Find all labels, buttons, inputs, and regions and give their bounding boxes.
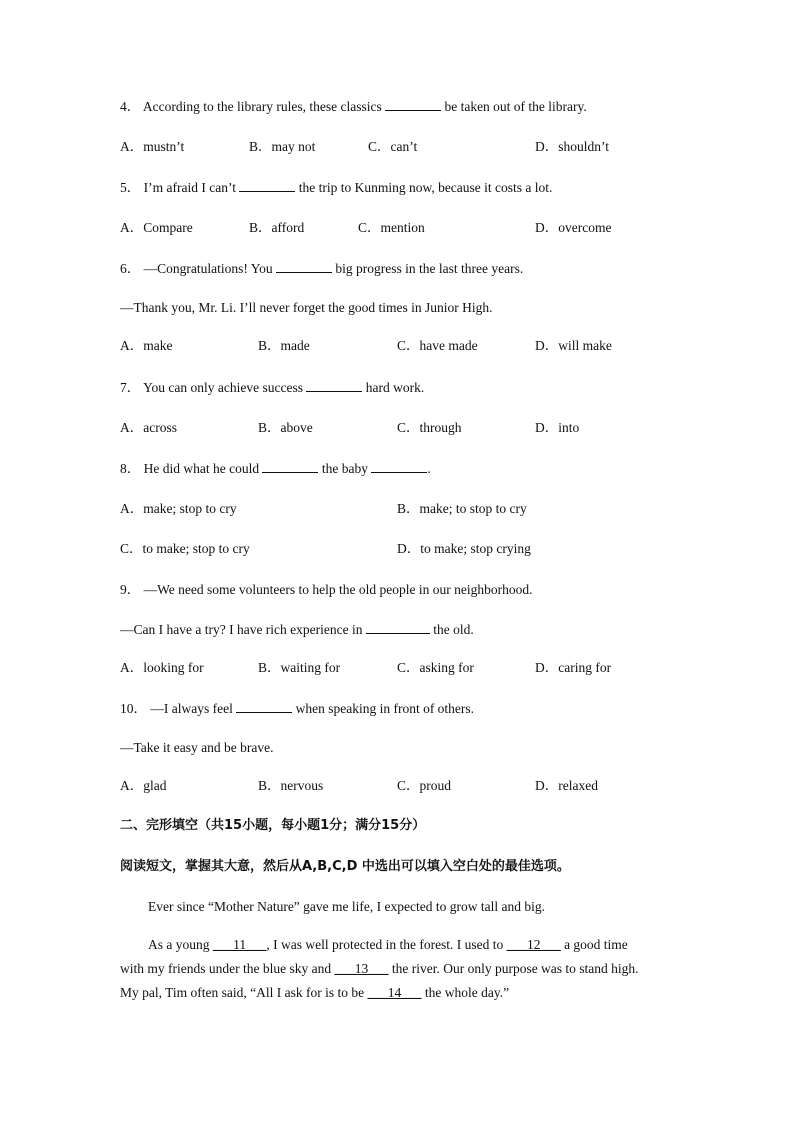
answer-blank	[306, 378, 362, 392]
answer-blank	[239, 178, 295, 192]
option-c: C．have made	[397, 338, 478, 353]
question-9	[120, 581, 532, 599]
question-text: —Can I have a try? I have rich experience in	[120, 622, 363, 637]
cloze-blank-14: ___14___	[367, 985, 422, 1000]
question-text: the trip to Kunming now, because it costs a lot.	[298, 180, 553, 195]
question-text: I’m afraid I can’t	[143, 180, 236, 195]
question-number: 10．	[120, 701, 147, 716]
option-c: C．through	[397, 420, 462, 435]
option-c: C．asking for	[397, 660, 474, 675]
option-b: B．made	[258, 338, 310, 353]
question-number: 4．	[120, 99, 141, 114]
passage-text: the whole day.”	[421, 985, 510, 1000]
passage-paragraph-1: Ever since “Mother Nature” gave me life, I expected to grow tall and big.	[148, 899, 545, 914]
question-text: hard work.	[365, 380, 425, 395]
passage-text: As a young	[148, 937, 213, 952]
passage-text: with my friends under the blue sky and	[120, 961, 335, 976]
option-d: D．shouldn’t	[535, 139, 610, 154]
option-c: C．mention	[358, 220, 425, 235]
option-b: B．may not	[249, 139, 316, 154]
passage-text: the river. Our only purpose was to stand high.	[388, 961, 639, 976]
question-number: 6．	[120, 261, 141, 276]
option-b: B．waiting for	[258, 660, 341, 675]
option-a: A．looking for	[120, 660, 204, 675]
option-b: B．nervous	[258, 778, 324, 793]
question-text: You can only achieve success	[143, 380, 303, 395]
question-6-reply: —Thank you, Mr. Li. I’ll never forget the good times in Junior High.	[120, 300, 493, 315]
cloze-blank-13: ___13___	[334, 961, 389, 976]
option-c: C．to make; stop to cry	[120, 541, 250, 556]
question-number: 5．	[120, 180, 141, 195]
option-a: A．make; stop to cry	[120, 501, 237, 516]
answer-blank	[236, 699, 292, 713]
question-text: big progress in the last three years.	[335, 261, 524, 276]
answer-blank	[262, 459, 318, 473]
passage-paragraph-2	[148, 936, 628, 954]
option-a: A．mustn’t	[120, 139, 185, 154]
question-text: —Congratulations! You	[143, 261, 273, 276]
cloze-blank-12: ___12___	[506, 937, 561, 952]
option-d: D．overcome	[535, 220, 612, 235]
question-9-reply	[120, 620, 474, 639]
question-text: —We need some volunteers to help the old people in our neighborhood.	[143, 582, 533, 597]
answer-blank	[276, 259, 332, 273]
answer-blank	[366, 620, 430, 634]
passage-text: , I was well protected in the forest. I used to	[266, 937, 507, 952]
option-d: D．into	[535, 420, 580, 435]
passage-line	[120, 984, 509, 1002]
option-b: B．above	[258, 420, 313, 435]
option-a: A．glad	[120, 778, 167, 793]
question-7	[120, 378, 424, 397]
question-text: when speaking in front of others.	[295, 701, 475, 716]
option-b: B．make; to stop to cry	[397, 501, 527, 516]
passage-text: My pal, Tim often said, “All I ask for is to be	[120, 985, 368, 1000]
option-d: D．relaxed	[535, 778, 598, 793]
question-10	[120, 699, 474, 718]
question-text: the old.	[433, 622, 474, 637]
question-text: the baby	[321, 461, 368, 476]
cloze-blank-11: ___11___	[212, 937, 267, 952]
answer-blank	[385, 97, 441, 111]
question-text: be taken out of the library.	[444, 99, 587, 114]
section-heading: 二、完形填空（共15小题，每小题1分；满分15分）	[120, 818, 426, 833]
option-c: C．can’t	[368, 139, 418, 154]
question-text: He did what he could	[143, 461, 260, 476]
option-c: C．proud	[397, 778, 451, 793]
option-b: B．afford	[249, 220, 305, 235]
question-6	[120, 259, 523, 278]
question-8	[120, 459, 431, 478]
option-a: A．make	[120, 338, 173, 353]
section-instruction: 阅读短文，掌握其大意，然后从A,B,C,D 中选出可以填入空白处的最佳选项。	[120, 859, 570, 874]
option-d: D．to make; stop crying	[397, 541, 531, 556]
question-10-reply: —Take it easy and be brave.	[120, 740, 274, 755]
question-5	[120, 178, 552, 197]
passage-line	[120, 960, 639, 978]
question-number: 9．	[120, 582, 141, 597]
question-number: 8．	[120, 461, 141, 476]
question-text: According to the library rules, these classics	[142, 99, 382, 114]
passage-text: a good time	[560, 937, 628, 952]
question-4	[120, 97, 587, 116]
question-text: —I always feel	[150, 701, 233, 716]
question-text: .	[427, 461, 431, 476]
answer-blank	[371, 459, 427, 473]
option-d: D．caring for	[535, 660, 612, 675]
option-a: A．Compare	[120, 220, 193, 235]
option-a: A．across	[120, 420, 177, 435]
question-number: 7．	[120, 380, 141, 395]
option-d: D．will make	[535, 338, 612, 353]
